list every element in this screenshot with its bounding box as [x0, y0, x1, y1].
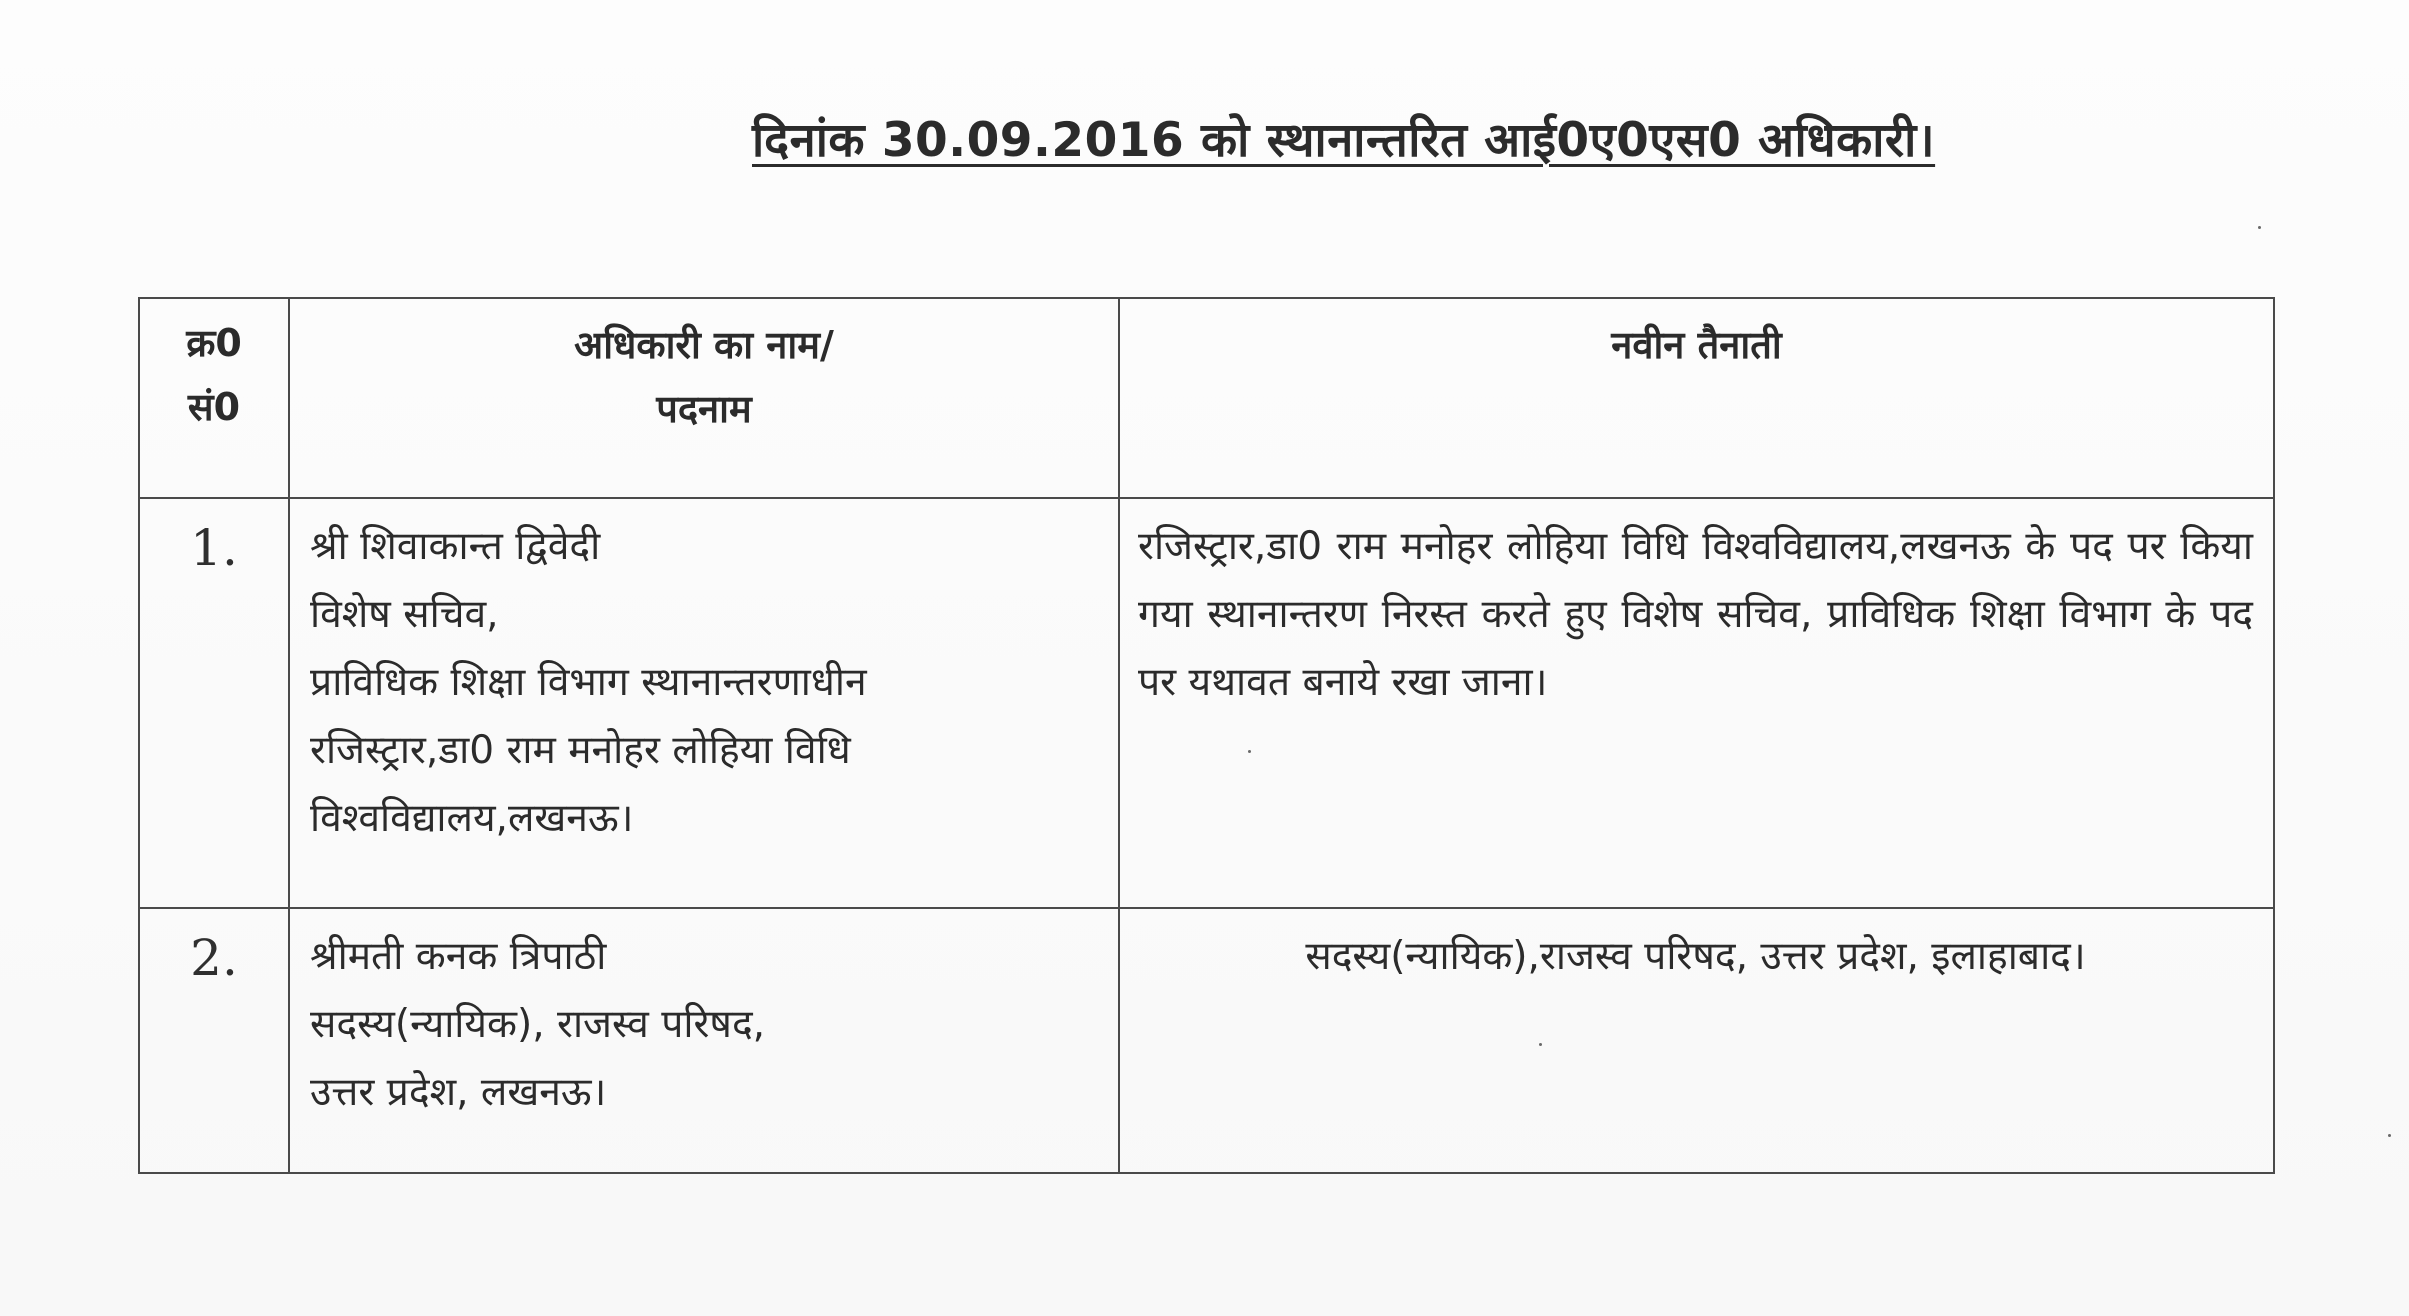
officer-detail-line: विशेष सचिव,	[310, 592, 499, 637]
officer-details	[289, 498, 1119, 908]
serial-number: 2.	[139, 908, 289, 1173]
new-posting: सदस्य(न्यायिक),राजस्व परिषद, उत्तर प्रदेश, इलाहाबाद।	[1119, 908, 2274, 1173]
table-header-row	[139, 298, 2274, 498]
officer-detail-line: उत्तर प्रदेश, लखनऊ।	[310, 1070, 607, 1115]
serial-header-line-1: क्र0	[186, 321, 242, 365]
document-title: दिनांक 30.09.2016 को स्थानान्तरित आई0ए0एस0 अधिकारी।	[752, 113, 1936, 168]
new-posting: रजिस्ट्रार,डा0 राम मनोहर लोहिया विधि विश्वविद्यालय,लखनऊ के पद पर किया गया स्थानान्तरण निरस्त करते हुए विशेष सचिव, प्राविधिक शिक्षा विभाग के पद पर यथावत बनाये रखा जाना।	[1119, 498, 2274, 908]
serial-header-line-2: सं0	[187, 385, 241, 429]
serial-number: 1.	[139, 498, 289, 908]
scan-speck	[2388, 1134, 2391, 1137]
officer-detail-line: सदस्य(न्यायिक), राजस्व परिषद,	[310, 1002, 766, 1047]
scan-speck	[2258, 226, 2261, 229]
new-posting-header: नवीन तैनाती	[1119, 298, 2274, 498]
officer-details	[289, 908, 1119, 1173]
officer-header-line-1: अधिकारी का नाम/	[574, 323, 834, 367]
officer-detail-line: प्राविधिक शिक्षा विभाग स्थानान्तरणाधीन	[310, 660, 867, 705]
officer-detail-line: रजिस्ट्रार,डा0 राम मनोहर लोहिया विधि	[310, 728, 851, 773]
officer-detail-line: विश्वविद्यालय,लखनऊ।	[310, 796, 634, 841]
officer-header-line-2: पदनाम	[656, 387, 752, 431]
transfer-table	[138, 297, 2275, 1174]
scan-speck	[1248, 750, 1251, 753]
serial-number-header	[139, 298, 289, 498]
officer-name: श्री शिवाकान्त द्विवेदी	[310, 524, 601, 569]
officer-name: श्रीमती कनक त्रिपाठी	[310, 934, 607, 979]
scan-speck	[1539, 1043, 1542, 1046]
table-row	[139, 498, 2274, 908]
table-row	[139, 908, 2274, 1173]
officer-name-header	[289, 298, 1119, 498]
